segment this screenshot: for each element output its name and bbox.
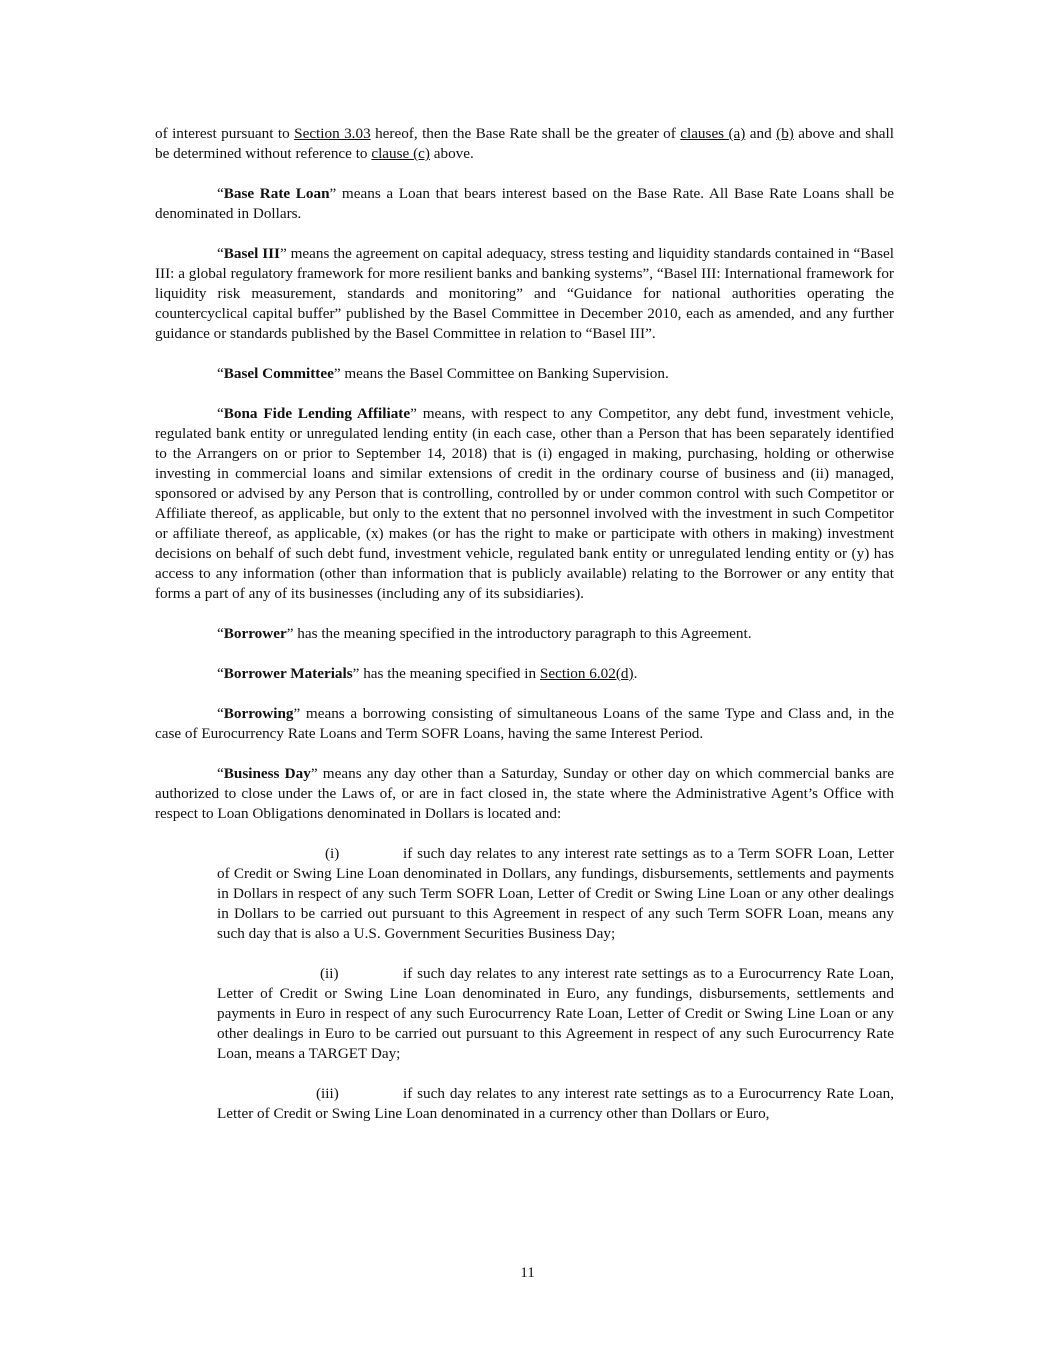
clause-reference: (b) (776, 125, 794, 142)
defined-term: Basel III (223, 245, 280, 262)
definition-borrowing (155, 704, 894, 744)
definition-basel-iii (155, 244, 894, 344)
subclause-iii (217, 1084, 894, 1124)
subclause-label: (i) (325, 845, 340, 862)
definition-text: ” means the Basel Committee on Banking Supervision. (333, 365, 669, 382)
text-run: and (745, 125, 777, 142)
subclause-text: if such day relates to any interest rate settings as to a Eurocurrency Rate Loan, Letter of Credit or Swing Line Loan denominated in a currency other than Dollars or Euro, (217, 1085, 894, 1122)
defined-term: Borrower (223, 625, 287, 642)
defined-term: Borrower Materials (223, 665, 353, 682)
subclause-label: (iii) (316, 1085, 339, 1102)
text-run: hereof, then the Base Rate shall be the greater of (370, 125, 681, 142)
definition-text: ” means a Loan that bears interest based on the Base Rate. All Base Rate Loans shall be denominated in Dollars. (155, 185, 895, 222)
definition-text: ” means, with respect to any Competitor, any debt fund, investment vehicle, regulated bank entity or unregulated lending entity (in each case, other than a Person that has been separately identified to the Arrangers on or prior to September 14, 2018) that is (i) engaged in making, purchasing, holding or otherwise investing in commercial loans and similar extensions of credit in the ordinary course of business and (ii) managed, sponsored or advised by any Person that is controlling, controlled by or under common control with such Competitor or Affiliate thereof, as applicable, but only to the extent that no personnel involved with the investment in such Competitor or affiliate thereof, as applicable, (x) makes (or has the right to make or participate with others in making) investment decisions on behalf of such debt fund, investment vehicle, regulated bank entity or unregulated lending entity or (y) has access to any information (other than information that is publicly available) relating to the Borrower or any entity that forms a part of any of its businesses (including any of its subsidiaries). (155, 405, 894, 602)
definition-text: ” has the meaning specified in (352, 665, 540, 682)
defined-term: Borrowing (223, 705, 294, 722)
definition-business-day (155, 764, 894, 824)
open-quote: “ (217, 185, 224, 202)
definition-text: ” means any day other than a Saturday, Sunday or other day on which commercial banks are authorized to close under the Laws of, or are in fact closed in, the state where the Administrative Agent’s Office with respect to Loan Obligations denominated in Dollars is located and: (155, 765, 894, 822)
open-quote: “ (217, 705, 224, 722)
clause-reference: clause (c) (371, 145, 430, 162)
text-run: . (633, 665, 638, 682)
continuation-paragraph (155, 124, 894, 164)
defined-term: Bona Fide Lending Affiliate (223, 405, 411, 422)
open-quote: “ (217, 405, 224, 422)
subclause-number (217, 844, 403, 864)
subclause-ii (217, 964, 894, 1064)
defined-term: Base Rate Loan (223, 185, 330, 202)
subclause-text: if such day relates to any interest rate settings as to a Term SOFR Loan, Letter of Credit or Swing Line Loan denominated in Dollars, any fundings, disbursements, settlements and payments in Dollars in respect of any such Term SOFR Loan, Letter of Credit or Swing Line Loan or any other dealings in Dollars to be carried out pursuant to this Agreement in respect of any such Term SOFR Loan, means any such day that is also a U.S. Government Securities Business Day; (217, 845, 894, 942)
definition-bona-fide-lending-affiliate (155, 404, 894, 604)
definition-basel-committee (155, 364, 894, 384)
definition-text: ” has the meaning specified in the introductory paragraph to this Agreement. (286, 625, 752, 642)
open-quote: “ (217, 765, 224, 782)
definition-borrower-materials (155, 664, 894, 684)
subclause-label: (ii) (320, 965, 339, 982)
open-quote: “ (217, 625, 224, 642)
subclause-number (217, 964, 403, 984)
definition-borrower (155, 624, 894, 644)
clause-reference: clauses (a) (680, 125, 746, 142)
subclause-i (217, 844, 894, 944)
defined-term: Basel Committee (223, 365, 334, 382)
definition-text: ” means the agreement on capital adequacy, stress testing and liquidity standards contained in “Basel III: a global regulatory framework for more resilient banks and banking systems”, “Basel III: International framework for liquidity risk measurement, standards and monitoring” and “Guidance for national authorities operating the countercyclical capital buffer” published by the Basel Committee in December 2010, each as amended, and any further guidance or standards published by the Basel Committee in relation to “Basel III”. (155, 245, 895, 342)
subclause-text: if such day relates to any interest rate settings as to a Eurocurrency Rate Loan, Letter of Credit or Swing Line Loan denominated in Euro, any fundings, disbursements, settlements and payments in Euro in respect of any such Eurocurrency Rate Loan, Letter of Credit or Swing Line Loan or any other dealings in Euro to be carried out pursuant to this Agreement in respect of any such Eurocurrency Rate Loan, means a TARGET Day; (217, 965, 894, 1062)
document-body (155, 124, 894, 1144)
text-run: of interest pursuant to (155, 125, 295, 142)
section-reference: Section 3.03 (294, 125, 371, 142)
subclause-number (217, 1084, 403, 1104)
text-run: above and shall be determined without reference to (155, 125, 894, 162)
definition-base-rate-loan (155, 184, 894, 224)
page-number: 11 (520, 1264, 535, 1281)
defined-term: Business Day (223, 765, 311, 782)
open-quote: “ (217, 245, 224, 262)
open-quote: “ (217, 365, 224, 382)
open-quote: “ (217, 665, 224, 682)
text-run: above. (429, 145, 474, 162)
section-reference: Section 6.02(d) (539, 665, 634, 682)
definition-text: ” means a borrowing consisting of simultaneous Loans of the same Type and Class and, in the case of Eurocurrency Rate Loans and Term SOFR Loans, having the same Interest Period. (155, 705, 894, 742)
